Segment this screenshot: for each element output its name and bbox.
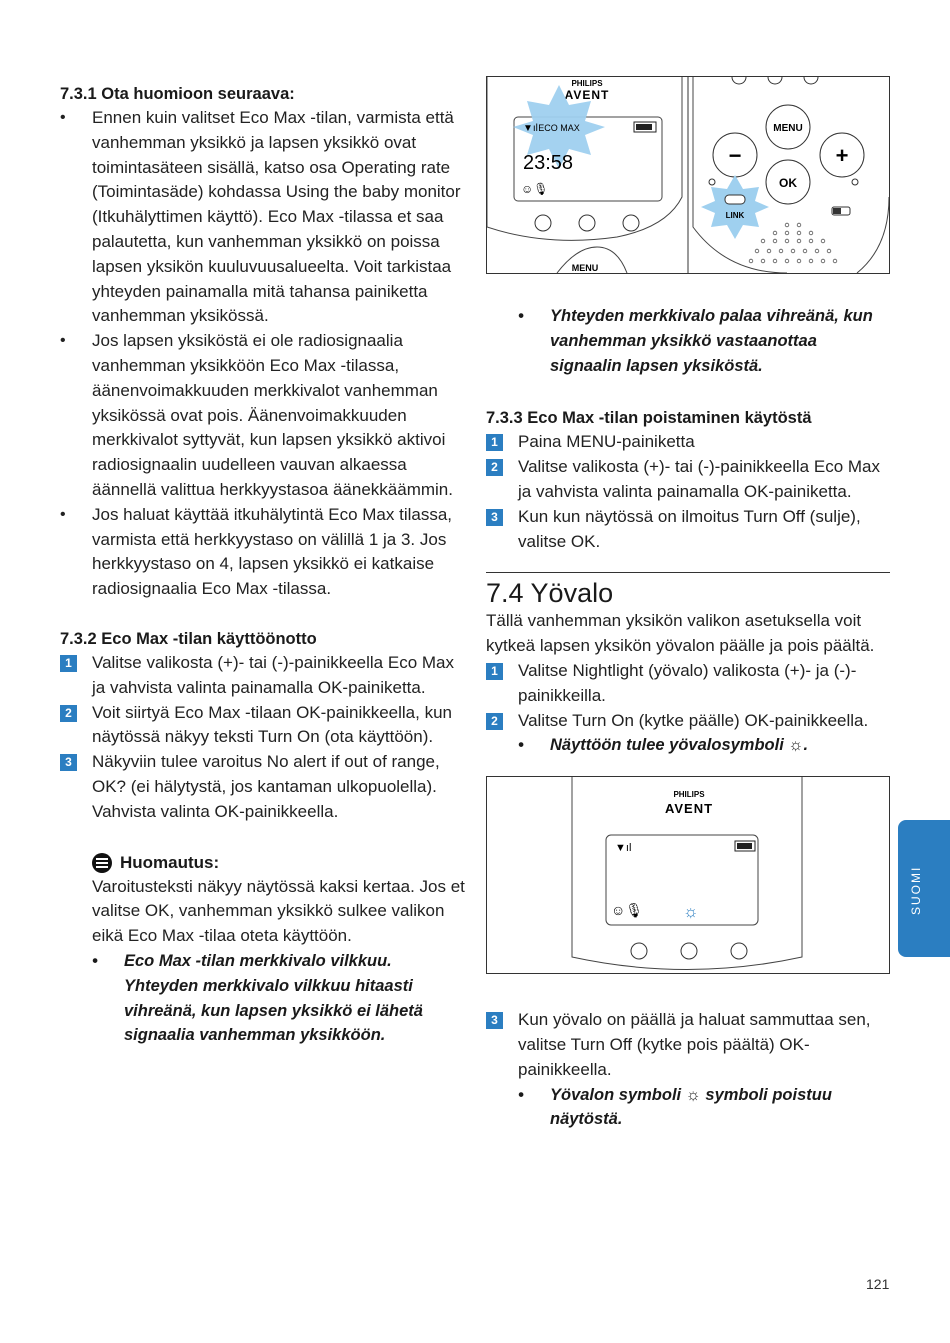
step-number: 3 [486,1012,503,1029]
step-item [486,709,890,734]
figure-1-bullet: • Yhteyden merkkivalo palaa vihreänä, kun vanhemman yksikkö vastaanottaa signaalin lapsen yksiköstä. [518,304,890,378]
step-item [486,1008,890,1082]
section-7-4-intro: Tällä vanhemman yksikön valikon asetuksella voit kytkeä lapsen yksikön yövalon päälle ja pois päältä. [486,611,875,656]
page-number: 121 [866,1276,890,1292]
link-label: LINK [725,211,745,220]
note-bullet: • Eco Max -tilan merkkivalo vilkkuu. Yhteyden merkkivalo vilkkuu hitaasti vihreänä, kun lapsen yksikkö ei lähetä signaalia vanhemman yksikköön. [92,949,465,1048]
avent-logo: AVENT [564,88,610,102]
step-item [486,430,890,455]
step-number: 1 [486,663,503,680]
signal-icon: ▼ıl [615,842,632,855]
face-mic-icon: ☺🎙 [611,902,644,919]
device-button [631,943,647,959]
device-button [535,215,551,231]
left-column [60,78,465,1048]
step-number: 3 [60,754,77,771]
face-mic-icon: ☺🎙 [521,182,549,196]
step-item [60,750,465,824]
bullet-item: • Ennen kuin valitset Eco Max -tilan, varmista että vanhemman yksikkö ja lapsen yksikkö ovat toimintasäteen sisällä, katso osa Operating rate (Toimintasäde) kohdassa Using the baby monitor (Itkuhälyttimen käyttö). Eco Max -tilassa et saa palautetta, kun vanhemman yksikkö on poissa lapsen yksikön kuuluvuusalueelta. Voit tarkistaa yhteyden painamalla mitä tahansa painiketta vanhemman yksikössä. [60,106,465,329]
step-number: 1 [60,655,77,672]
step-item [486,505,890,555]
device-button [681,943,697,959]
step-text: Näkyviin tulee varoitus No alert if out of range, OK? (ei hälytystä, jos kantaman ulkopuolella). Vahvista valinta OK-painikkeella. [92,752,440,821]
eco-max-illustration [487,77,889,273]
menu-button-label: MENU [773,123,803,134]
avent-logo: AVENT [664,801,714,817]
speaker-grille-icon [749,223,837,263]
menu-label-bottom: MENU [571,263,599,273]
ok-button-label: OK [779,176,797,190]
brand-text: PHILIPS [571,79,603,88]
step-text: Valitse Turn On (kytke päälle) OK-painikkeella. [518,710,869,730]
nightlight-on-bullet: • Näyttöön tulee yövalosymboli ☼. [518,733,890,758]
signal-icon: ▼ıl [523,123,538,134]
language-tab [898,820,950,957]
bullet-item: • Jos haluat käyttää itkuhälytintä Eco Max tilassa, varmista että herkkyystaso on välillä 1 ja 3. Jos herkkyystaso on 4, lapsen yksikkö ei katkaise radiosignaalia Eco Max -tilassa. [60,503,465,602]
nightlight-symbol-icon: ☼ [683,902,699,922]
note-icon [92,853,112,873]
step-text: Valitse valikosta (+)- tai (-)-painikkeella Eco Max ja vahvista valinta painamalla OK-painiketta. [92,652,454,697]
step-text: Valitse valikosta (+)- tai (-)-painikkeella Eco Max ja vahvista valinta painamalla OK-painiketta. [518,457,880,501]
language-tab-label: SUOMI [909,865,923,915]
step-number: 2 [486,713,503,730]
note-box [60,851,465,1049]
brand-text: PHILIPS [673,790,705,800]
step-text: Paina MENU-painiketta [518,432,695,452]
clock-display: 23:58 [523,152,574,174]
step-text: Kun kun näytössä on ilmoitus Turn Off (sulje), valitse OK. [518,506,861,551]
eco-max-label: ECO MAX [538,123,580,133]
step-item [60,651,465,701]
step-number: 3 [486,509,503,526]
device-button [623,215,639,231]
step-number: 2 [60,705,77,722]
step-number: 2 [486,459,503,476]
section-7-3-2-title: 7.3.2 Eco Max -tilan käyttöönotto [60,629,317,648]
plus-label: + [835,143,849,168]
right-column [486,78,890,1132]
note-heading [92,851,465,875]
step-number: 1 [486,434,503,451]
section-7-3-1-title: 7.3.1 Ota huomioon seuraava: [60,85,295,103]
minus-label: − [728,143,742,168]
step-item [486,659,890,709]
step-text: Valitse Nightlight (yövalo) valikosta (+)- ja (-)-painikkeilla. [518,660,857,705]
step-item [60,701,465,751]
step-item [486,455,890,505]
nightlight-off-bullet: • Yövalon symboli ☼ symboli poistuu näytöstä. [518,1083,890,1133]
note-text: Varoitusteksti näkyy näytössä kaksi kertaa. Jos et valitse OK, vanhemman yksikkö sulkee valikon eikä Eco Max -tilaa oteta käyttöön. [92,876,465,946]
note-title: Huomautus: [120,852,220,872]
device-button [731,943,747,959]
step-text: Kun yövalo on päällä ja haluat sammuttaa sen, valitse Turn Off (kytke pois päältä) OK-painikkeella. [518,1010,871,1079]
figure-eco-max-units [486,76,890,274]
section-7-3-3-title: 7.3.3 Eco Max -tilan poistaminen käytöstä [486,409,812,428]
device-button [579,215,595,231]
section-7-4-title: 7.4 Yövalo [486,572,890,609]
bullet-item: • Jos lapsen yksiköstä ei ole radiosignaalia vanhemman yksikköön Eco Max -tilassa, äänenvoimakkuuden merkkivalot vanhemman yksikössä ovat pois. Äänenvoimakkuuden merkkivalot syttyvät, kun lapsen yksikkö aktivoi radiosignaalin uudelleen vauvan alkaessa äännellä valittua herkkyystasoa äänekkäämmin. [60,329,465,503]
figure-nightlight-display [486,776,890,974]
nightlight-illustration [487,777,889,973]
step-text: Voit siirtyä Eco Max -tilaan OK-painikkeella, kun näytössä näkyy teksti Turn On (ota käyttöön). [92,702,452,747]
